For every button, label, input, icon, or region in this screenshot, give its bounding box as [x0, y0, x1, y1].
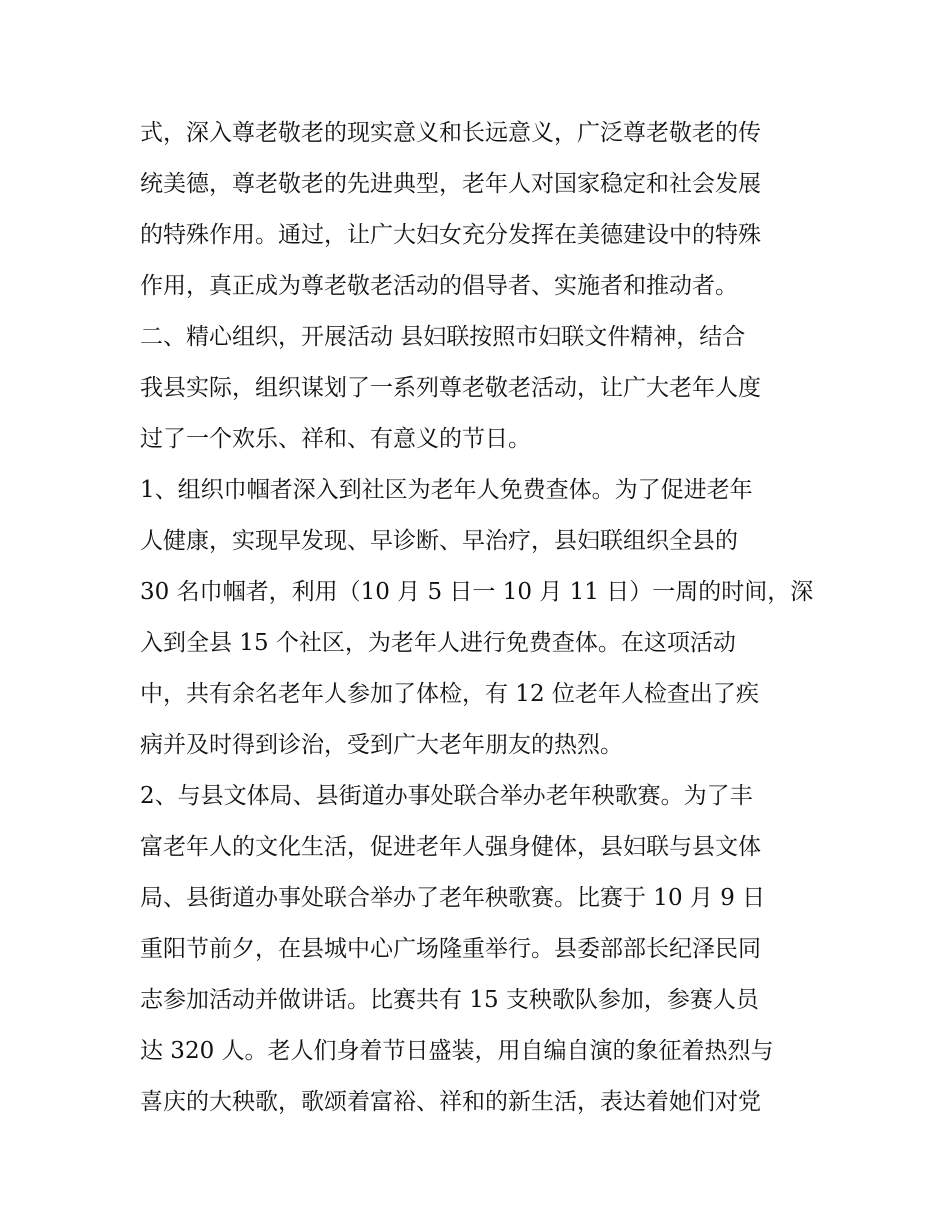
- text-line: 过了一个欢乐、祥和、有意义的节日。: [140, 426, 531, 452]
- text-line: 30 名巾帼者，利用（10 月 5 日一 10 月 11 日）一周的时间，深: [140, 579, 814, 605]
- text-line: 作用，真正成为尊老敬老活动的倡导者、实施者和推动者。: [140, 273, 738, 299]
- document-body: [140, 108, 812, 1128]
- text-line: 达 320 人。老人们身着节日盛装，用自编自演的象征着热烈与: [140, 1038, 774, 1064]
- text-line: 二、精心组织，开展活动 县妇联按照市妇联文件精神，结合: [140, 324, 746, 350]
- text-line: 人健康，实现早发现、早诊断、早治疗，县妇联组织全县的: [140, 528, 738, 554]
- text-line: 富老年人的文化生活，促进老年人强身健体，县妇联与县文体: [140, 834, 761, 860]
- text-line: 中，共有余名老年人参加了体检，有 12 位老年人检查出了疾: [140, 681, 759, 707]
- text-line: 病并及时得到诊治，受到广大老年朋友的热烈。: [140, 732, 623, 758]
- text-line: 我县实际，组织谋划了一系列尊老敬老活动，让广大老年人度: [140, 375, 761, 401]
- text-line: 式，深入尊老敬老的现实意义和长远意义，广泛尊老敬老的传: [140, 120, 761, 146]
- text-line: 的特殊作用。通过，让广大妇女充分发挥在美德建设中的特殊: [140, 222, 761, 248]
- text-line: 志参加活动并做讲话。比赛共有 15 支秧歌队参加，参赛人员: [140, 987, 759, 1013]
- text-line: 1、组织巾帼者深入到社区为老年人免费查体。为了促进老年: [140, 477, 753, 503]
- text-line: 喜庆的大秧歌，歌颂着富裕、祥和的新生活，表达着她们对党: [140, 1089, 761, 1115]
- text-line: 局、县街道办事处联合举办了老年秧歌赛。比赛于 10 月 9 日: [140, 885, 766, 911]
- text-line: 2、与县文体局、县街道办事处联合举办老年秧歌赛。为了丰: [140, 783, 753, 809]
- text-line: 重阳节前夕，在县城中心广场隆重举行。县委部部长纪泽民同: [140, 936, 761, 962]
- text-line: 统美德，尊老敬老的先进典型，老年人对国家稳定和社会发展: [140, 171, 761, 197]
- text-line: 入到全县 15 个社区，为老年人进行免费查体。在这项活动: [140, 630, 736, 656]
